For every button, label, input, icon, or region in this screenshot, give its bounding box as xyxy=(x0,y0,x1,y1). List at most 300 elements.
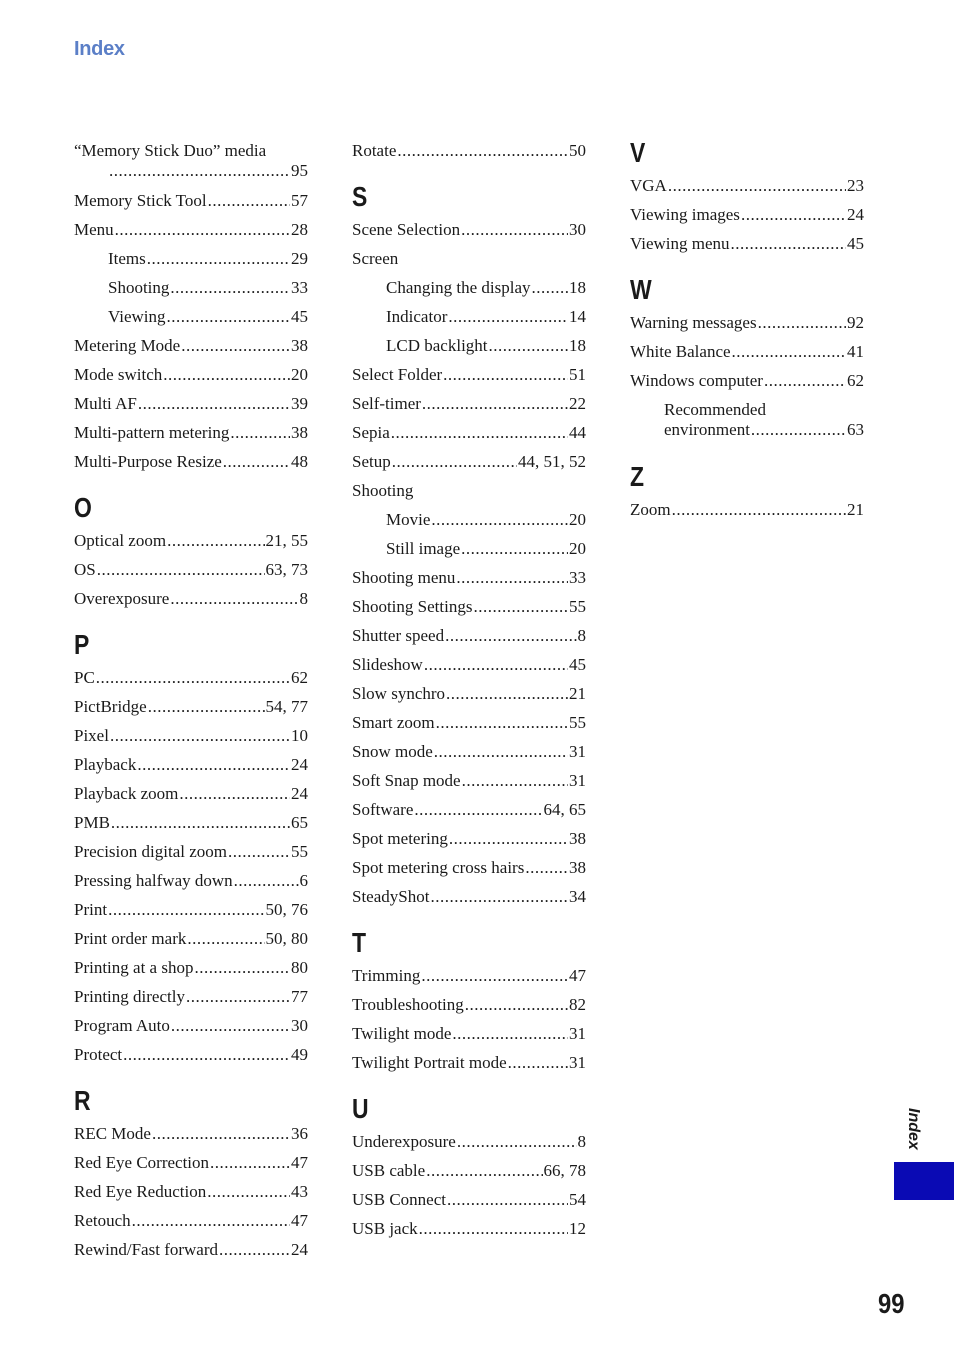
entry-page: 38 xyxy=(569,858,586,877)
index-entry xyxy=(630,176,864,205)
entry-label: Rotate xyxy=(352,141,397,160)
entry-row xyxy=(630,420,864,440)
leader-dots xyxy=(419,1219,568,1239)
entry-row xyxy=(74,900,308,920)
entry-page: 24 xyxy=(291,755,308,774)
entry-row xyxy=(74,220,308,240)
entry-row xyxy=(352,1219,586,1239)
index-entry xyxy=(352,1190,586,1219)
leader-dots xyxy=(148,697,265,717)
entry-label: Spot metering cross hairs xyxy=(352,858,525,877)
entry-label: Shooting menu xyxy=(352,568,456,587)
entry-row xyxy=(74,423,308,443)
index-entry xyxy=(352,887,586,916)
entry-label: USB Connect xyxy=(352,1190,446,1209)
entry-row xyxy=(74,1182,308,1202)
leader-dots xyxy=(234,871,299,891)
leader-dots xyxy=(672,500,846,520)
index-entry xyxy=(352,249,586,278)
entry-row xyxy=(352,1190,586,1210)
entry-label: Smart zoom xyxy=(352,713,435,732)
index-entry xyxy=(74,958,308,987)
entry-label: Windows computer xyxy=(630,371,763,390)
entry-label: Red Eye Reduction xyxy=(74,1182,207,1201)
entry-page: 10 xyxy=(291,726,308,745)
entry-label: “Memory Stick Duo” media xyxy=(74,141,267,160)
index-entry xyxy=(352,1053,586,1082)
leader-dots xyxy=(434,742,568,762)
index-entry xyxy=(74,191,308,220)
entry-row xyxy=(630,342,864,362)
index-entry xyxy=(74,423,308,452)
section-letter: V xyxy=(630,137,646,168)
entry-page: 63 xyxy=(847,420,864,439)
index-entry xyxy=(630,205,864,234)
entry-row xyxy=(74,1153,308,1173)
index-entry xyxy=(352,655,586,684)
entry-page: 31 xyxy=(569,1053,586,1072)
entry-label: Print order mark xyxy=(74,929,187,948)
entry-label: Optical zoom xyxy=(74,531,167,550)
index-entry xyxy=(74,813,308,842)
entry-label: Protect xyxy=(74,1045,123,1064)
leader-dots xyxy=(109,161,290,181)
entry-page: 55 xyxy=(291,842,308,861)
entry-page: 14 xyxy=(569,307,586,326)
index-entry xyxy=(352,966,586,995)
entry-row xyxy=(630,234,864,254)
entry-row xyxy=(630,205,864,225)
entry-row xyxy=(74,560,308,580)
leader-dots xyxy=(138,394,290,414)
leader-dots xyxy=(163,365,290,385)
entry-page: 34 xyxy=(569,887,586,906)
index-entry xyxy=(352,1219,586,1248)
entry-row xyxy=(352,394,586,414)
entry-label: Setup xyxy=(352,452,391,471)
entry-row xyxy=(352,966,586,986)
leader-dots xyxy=(137,755,290,775)
entry-row xyxy=(630,313,864,333)
side-tab-marker xyxy=(894,1162,954,1200)
entry-label: Pixel xyxy=(74,726,109,745)
entry-label: Pressing halfway down xyxy=(74,871,233,890)
entry-row xyxy=(352,220,586,240)
index-entry xyxy=(352,307,586,336)
index-entry xyxy=(352,597,586,626)
entry-page: 18 xyxy=(569,278,586,297)
entry-page: 36 xyxy=(291,1124,308,1143)
page-number: 99 xyxy=(878,1288,905,1319)
leader-dots xyxy=(452,1024,568,1044)
entry-label: PMB xyxy=(74,813,110,832)
entry-row xyxy=(352,1053,586,1073)
page-title: Index xyxy=(74,38,125,60)
index-entry xyxy=(352,452,586,481)
entry-page: 20 xyxy=(569,510,586,529)
index-entry xyxy=(352,220,586,249)
entry-label: Multi-pattern metering xyxy=(74,423,230,442)
leader-dots xyxy=(110,726,290,746)
entry-label: Program Auto xyxy=(74,1016,170,1035)
leader-dots xyxy=(461,220,568,240)
entry-page: 30 xyxy=(291,1016,308,1035)
leader-dots xyxy=(741,205,846,225)
entry-page: 33 xyxy=(291,278,308,297)
entry-row xyxy=(74,668,308,688)
leader-dots xyxy=(194,958,290,978)
entry-label: USB cable xyxy=(352,1161,426,1180)
entry-label: Retouch xyxy=(74,1211,131,1230)
index-entry xyxy=(74,1240,308,1269)
entry-row xyxy=(74,191,308,211)
entry-page: 22 xyxy=(569,394,586,413)
entry-row xyxy=(74,697,308,717)
entry-label: Viewing xyxy=(108,307,166,326)
leader-dots xyxy=(391,423,568,443)
entry-page: 39 xyxy=(291,394,308,413)
entry-row xyxy=(352,995,586,1015)
entry-label: Sepia xyxy=(352,423,390,442)
leader-dots xyxy=(446,684,568,704)
entry-row xyxy=(352,365,586,385)
leader-dots xyxy=(421,966,568,986)
leader-dots xyxy=(456,568,568,588)
entry-page: 54, 77 xyxy=(265,697,308,716)
index-entry xyxy=(352,771,586,800)
leader-dots xyxy=(97,560,265,580)
index-entry xyxy=(74,141,308,191)
index-entry xyxy=(74,668,308,697)
entry-page: 24 xyxy=(291,1240,308,1259)
section-letter: S xyxy=(352,181,368,212)
leader-dots xyxy=(431,510,568,530)
leader-dots xyxy=(457,1132,577,1152)
entry-row xyxy=(74,1016,308,1036)
entry-page: 45 xyxy=(847,234,864,253)
entry-row xyxy=(352,858,586,878)
entry-page: 47 xyxy=(291,1211,308,1230)
entry-row xyxy=(74,929,308,949)
entry-page: 31 xyxy=(569,771,586,790)
entry-label: Mode switch xyxy=(74,365,163,384)
entry-row xyxy=(74,726,308,746)
entry-page: 54 xyxy=(569,1190,586,1209)
entry-row xyxy=(74,161,308,181)
entry-page: 77 xyxy=(291,987,308,1006)
entry-label: Playback xyxy=(74,755,137,774)
entry-page: 57 xyxy=(291,191,308,210)
leader-dots xyxy=(445,626,576,646)
entry-label: Slideshow xyxy=(352,655,423,674)
index-entry xyxy=(74,307,308,336)
entry-row xyxy=(74,871,308,891)
entry-page: 48 xyxy=(291,452,308,471)
leader-dots xyxy=(732,342,846,362)
entry-label: Printing at a shop xyxy=(74,958,194,977)
entry-row xyxy=(74,531,308,551)
entry-label: Printing directly xyxy=(74,987,185,1006)
entry-page: 95 xyxy=(291,161,308,180)
index-entry xyxy=(74,784,308,813)
index-entry xyxy=(74,452,308,481)
index-entry xyxy=(74,987,308,1016)
leader-dots xyxy=(424,655,568,675)
entry-label: Multi-Purpose Resize xyxy=(74,452,222,471)
entry-row xyxy=(74,394,308,414)
entry-label: USB jack xyxy=(352,1219,418,1238)
entry-page: 62 xyxy=(291,668,308,687)
entry-label: Recommended xyxy=(664,400,766,419)
entry-page: 92 xyxy=(847,313,864,332)
entry-row xyxy=(74,784,308,804)
entry-row xyxy=(352,655,586,675)
entry-label: Still image xyxy=(386,539,461,558)
entry-label: Twilight Portrait mode xyxy=(352,1053,507,1072)
entry-row xyxy=(352,568,586,588)
index-entry xyxy=(352,539,586,568)
leader-dots xyxy=(108,900,264,920)
entry-label: Scene Selection xyxy=(352,220,461,239)
entry-page: 8 xyxy=(577,1132,586,1151)
leader-dots xyxy=(462,771,568,791)
entry-label: LCD backlight xyxy=(386,336,488,355)
entry-label: Trimming xyxy=(352,966,421,985)
leader-dots xyxy=(181,336,290,356)
entry-label: Metering Mode xyxy=(74,336,181,355)
entry-page: 82 xyxy=(569,995,586,1014)
entry-page: 65 xyxy=(291,813,308,832)
entry-label: Troubleshooting xyxy=(352,995,464,1014)
entry-label-cont: environment xyxy=(664,420,750,439)
entry-label: Red Eye Correction xyxy=(74,1153,210,1172)
entry-page: 50 xyxy=(569,141,586,160)
leader-dots xyxy=(96,668,290,688)
entry-label: Movie xyxy=(386,510,431,529)
entry-row xyxy=(352,626,586,646)
entry-page: 63, 73 xyxy=(265,560,308,579)
entry-page: 38 xyxy=(569,829,586,848)
entry-page: 33 xyxy=(569,568,586,587)
entry-page: 21, 55 xyxy=(265,531,308,550)
leader-dots xyxy=(111,813,290,833)
leader-dots xyxy=(443,365,568,385)
index-entry xyxy=(352,829,586,858)
entry-label: Menu xyxy=(74,220,114,239)
entry-label: PC xyxy=(74,668,95,687)
entry-row xyxy=(352,481,586,501)
entry-row xyxy=(352,141,586,161)
entry-label: Select Folder xyxy=(352,365,443,384)
entry-label: PictBridge xyxy=(74,697,147,716)
entry-page: 8 xyxy=(577,626,586,645)
leader-dots xyxy=(525,858,568,878)
index-entry xyxy=(74,697,308,726)
index-entry xyxy=(74,249,308,278)
entry-page: 6 xyxy=(299,871,308,890)
index-entry xyxy=(352,1161,586,1190)
index-entry xyxy=(74,1045,308,1074)
leader-dots xyxy=(430,887,568,907)
index-entry xyxy=(630,371,864,400)
leader-dots xyxy=(179,784,290,804)
leader-dots xyxy=(489,336,568,356)
leader-dots xyxy=(436,713,568,733)
leader-dots xyxy=(208,191,290,211)
entry-page: 20 xyxy=(291,365,308,384)
leader-dots xyxy=(230,423,290,443)
entry-row xyxy=(352,800,586,820)
entry-label: Viewing menu xyxy=(630,234,730,253)
entry-row xyxy=(74,1211,308,1231)
entry-row xyxy=(352,1132,586,1152)
entry-row xyxy=(352,336,586,356)
entry-label: Slow synchro xyxy=(352,684,446,703)
entry-label: VGA xyxy=(630,176,667,195)
entry-row xyxy=(352,452,586,472)
leader-dots xyxy=(751,420,846,440)
entry-row xyxy=(352,713,586,733)
index-entry xyxy=(74,531,308,560)
entry-page: 50, 76 xyxy=(265,900,308,919)
entry-page: 44 xyxy=(569,423,586,442)
entry-row xyxy=(74,1045,308,1065)
section-letter: R xyxy=(74,1085,91,1116)
index-entry xyxy=(352,278,586,307)
index-entry xyxy=(352,568,586,597)
entry-label: Spot metering xyxy=(352,829,448,848)
index-entry xyxy=(630,313,864,342)
leader-dots xyxy=(473,597,568,617)
entry-page: 64, 65 xyxy=(543,800,586,819)
entry-row xyxy=(74,307,308,327)
entry-page: 21 xyxy=(847,500,864,519)
entry-label: SteadyShot xyxy=(352,887,430,906)
entry-page: 38 xyxy=(291,336,308,355)
entry-row xyxy=(630,176,864,196)
entry-label: Overexposure xyxy=(74,589,170,608)
entry-row xyxy=(74,958,308,978)
entry-label: Warning messages xyxy=(630,313,757,332)
entry-label: Software xyxy=(352,800,414,819)
entry-page: 28 xyxy=(291,220,308,239)
entry-page: 24 xyxy=(847,205,864,224)
entry-page: 51 xyxy=(569,365,586,384)
entry-label: Playback zoom xyxy=(74,784,179,803)
entry-label: Changing the display xyxy=(386,278,531,297)
entry-label: Precision digital zoom xyxy=(74,842,227,861)
leader-dots xyxy=(210,1153,290,1173)
entry-row xyxy=(74,1124,308,1144)
entry-page: 44, 51, 52 xyxy=(518,452,586,471)
index-entry xyxy=(74,726,308,755)
index-entry xyxy=(352,141,586,170)
index-entry xyxy=(352,684,586,713)
index-entry xyxy=(352,365,586,394)
index-entry xyxy=(74,842,308,871)
leader-dots xyxy=(465,995,568,1015)
leader-dots xyxy=(187,929,264,949)
entry-row xyxy=(352,1024,586,1044)
index-entry xyxy=(630,342,864,371)
index-entry xyxy=(352,1024,586,1053)
entry-page: 29 xyxy=(291,249,308,268)
leader-dots xyxy=(758,313,846,333)
entry-label: White Balance xyxy=(630,342,731,361)
leader-dots xyxy=(764,371,846,391)
index-entry xyxy=(74,755,308,784)
entry-label: Rewind/Fast forward xyxy=(74,1240,219,1259)
entry-row xyxy=(352,510,586,530)
leader-dots xyxy=(508,1053,568,1073)
entry-page: 47 xyxy=(291,1153,308,1172)
index-entry xyxy=(74,1153,308,1182)
leader-dots xyxy=(170,589,298,609)
leader-dots xyxy=(123,1045,290,1065)
entry-row xyxy=(74,589,308,609)
entry-page: 47 xyxy=(569,966,586,985)
index-entry xyxy=(74,220,308,249)
leader-dots xyxy=(171,1016,290,1036)
index-entry xyxy=(352,336,586,365)
leader-dots xyxy=(167,307,290,327)
entry-label: Multi AF xyxy=(74,394,137,413)
entry-page: 21 xyxy=(569,684,586,703)
index-entry xyxy=(352,995,586,1024)
leader-dots xyxy=(219,1240,290,1260)
entry-label: Memory Stick Tool xyxy=(74,191,207,210)
entry-page: 55 xyxy=(569,597,586,616)
side-tab-label: Index xyxy=(905,1108,922,1150)
index-entry xyxy=(352,800,586,829)
section-letter: Z xyxy=(630,461,645,492)
entry-page: 31 xyxy=(569,1024,586,1043)
entry-row xyxy=(630,371,864,391)
section-letter: U xyxy=(352,1093,369,1124)
index-entry xyxy=(630,500,864,529)
entry-row xyxy=(74,755,308,775)
leader-dots xyxy=(668,176,846,196)
entry-row xyxy=(74,987,308,1007)
index-entry xyxy=(352,423,586,452)
index-entry xyxy=(352,1132,586,1161)
leader-dots xyxy=(449,829,568,849)
entry-page: 49 xyxy=(291,1045,308,1064)
index-entry xyxy=(74,560,308,589)
entry-row xyxy=(74,278,308,298)
leader-dots xyxy=(147,249,290,269)
index-entry xyxy=(74,394,308,423)
entry-page: 66, 78 xyxy=(543,1161,586,1180)
leader-dots xyxy=(115,220,290,240)
entry-label: Indicator xyxy=(386,307,448,326)
leader-dots xyxy=(392,452,517,472)
entry-label: Screen xyxy=(352,249,399,268)
entry-page: 62 xyxy=(847,371,864,390)
entry-label: Snow mode xyxy=(352,742,433,761)
index-entry xyxy=(352,858,586,887)
entry-label: Shooting Settings xyxy=(352,597,473,616)
entry-row xyxy=(74,452,308,472)
index-entry xyxy=(352,742,586,771)
entry-row xyxy=(352,742,586,762)
section-letter: O xyxy=(74,492,92,523)
index-entry xyxy=(74,1124,308,1153)
entry-row xyxy=(74,842,308,862)
leader-dots xyxy=(167,531,264,551)
leader-dots xyxy=(223,452,290,472)
entry-row xyxy=(352,249,586,269)
